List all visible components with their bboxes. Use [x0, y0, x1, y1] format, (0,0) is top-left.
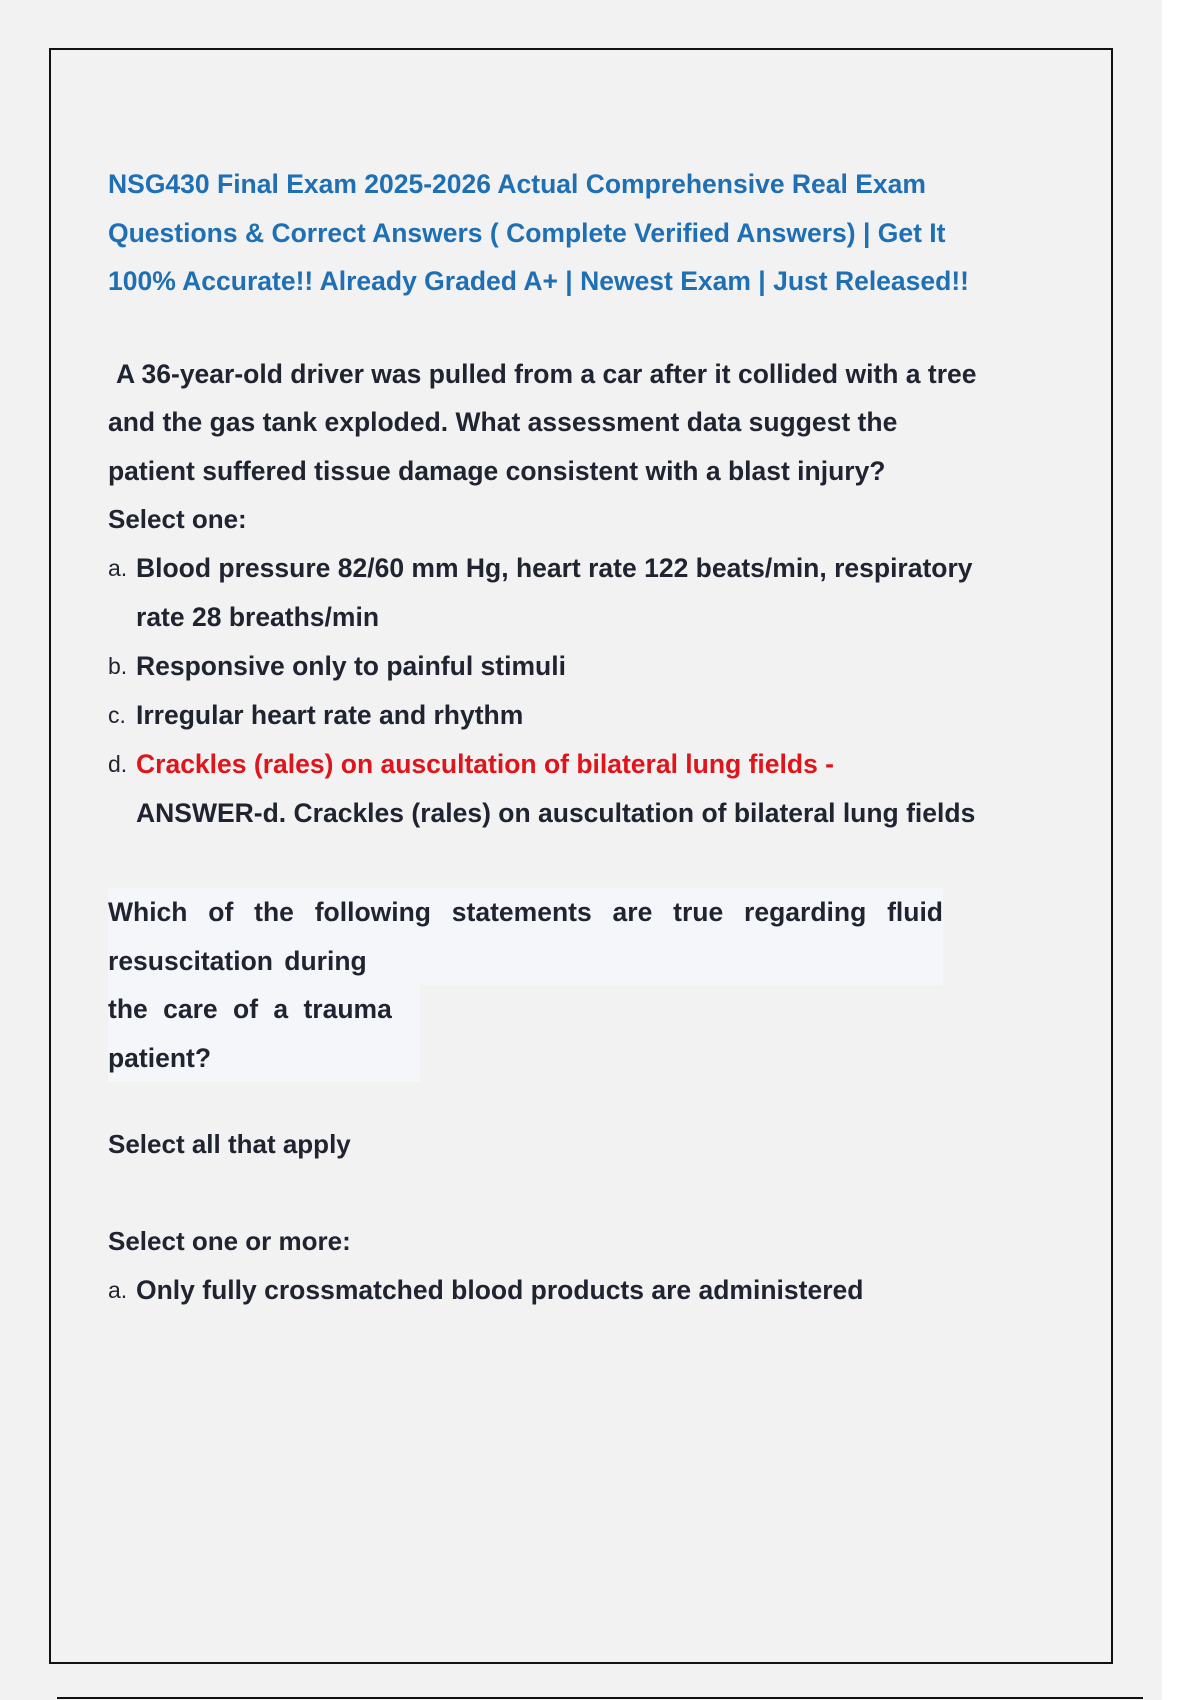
question-2-text-continued: the care of a trauma	[108, 985, 420, 1034]
question-2-text: Which of the following statements are true regarding fluid resuscitation during	[108, 888, 943, 985]
option-letter: c.	[108, 702, 126, 728]
option-letter: d.	[108, 751, 128, 777]
option-text: Blood pressure 82/60 mm Hg, heart rate 122 beats/min, respiratory rate 28 breaths/min	[136, 553, 973, 632]
page-margin-strip	[1162, 0, 1200, 1700]
correct-option-text: Crackles (rales) on auscultation of bilateral lung fields -	[136, 749, 834, 779]
option-text: Only fully crossmatched blood products are administered	[136, 1275, 864, 1305]
question-2-options	[108, 1266, 988, 1315]
question-1-options	[108, 544, 988, 838]
option-text: Responsive only to painful stimuli	[136, 651, 566, 681]
option-text-wrapper	[136, 740, 988, 838]
question-1-text: A 36-year-old driver was pulled from a car after it collided with a tree and the gas tank exploded. What assessment data suggest the patient suffered tissue damage consistent with a blast injury?	[108, 358, 977, 486]
question-1-option-b[interactable]	[108, 642, 988, 691]
answer-key-note: ANSWER-d. Crackles (rales) on auscultation of bilateral lung fields	[136, 798, 976, 828]
option-text: Irregular heart rate and rhythm	[136, 700, 524, 730]
option-letter: b.	[108, 653, 128, 679]
question-1-option-a[interactable]	[108, 544, 988, 642]
document-content	[108, 160, 988, 1315]
option-letter: a.	[108, 555, 128, 581]
question-2-instruction: Select all that apply	[108, 1129, 351, 1159]
question-2-option-a[interactable]	[108, 1266, 988, 1315]
question-2-text-end: patient?	[108, 1034, 420, 1083]
question-2-select-label: Select one or more:	[108, 1226, 351, 1256]
question-1-option-d[interactable]	[108, 740, 988, 838]
question-1-select-label: Select one:	[108, 504, 247, 534]
page-bottom-rule	[57, 1697, 1143, 1699]
document-title: NSG430 Final Exam 2025-2026 Actual Comprehensive Real Exam Questions & Correct Answers ( Complete Verified Answers) | Get It 100% Accurate!! Already Graded A+ | Newest Exam | Just Released!!	[108, 169, 969, 296]
question-1-option-c[interactable]	[108, 691, 988, 740]
option-letter: a.	[108, 1277, 128, 1303]
